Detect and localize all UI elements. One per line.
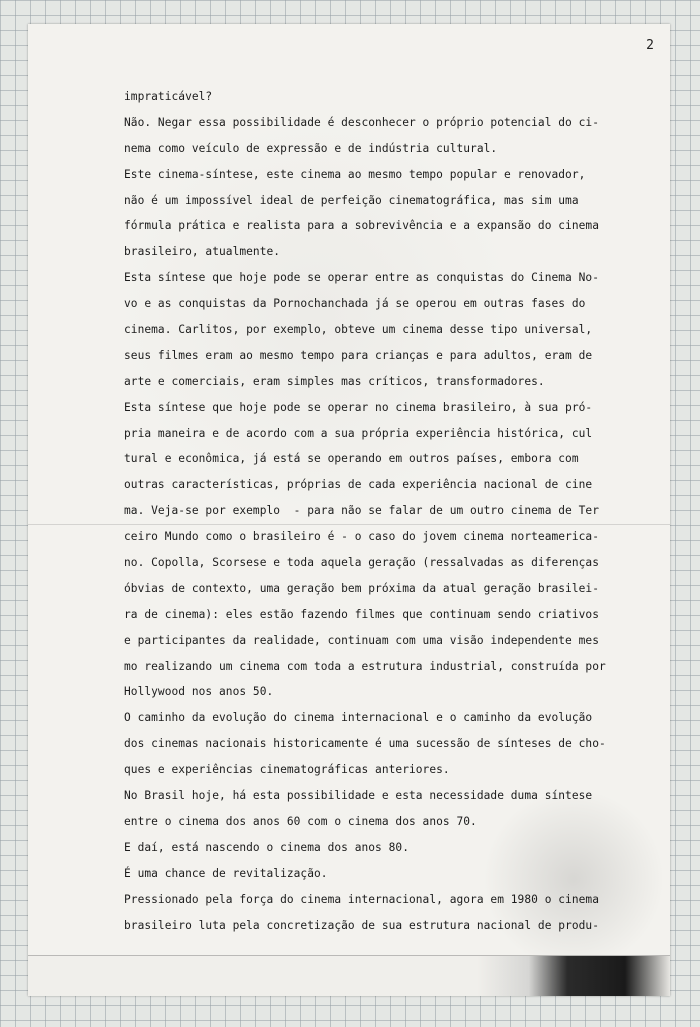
text-line: Não. Negar essa possibilidade é desconhecer o próprio potencial do ci-	[124, 115, 599, 129]
text-line: ma. Veja-se por exemplo - para não se falar de um outro cinema de Ter	[124, 504, 599, 518]
text-line: No Brasil hoje, há esta possibilidade e esta necessidade duma síntese	[124, 789, 593, 803]
text-line: Pressionado pela força do cinema internacional, agora em 1980 o cinema	[124, 892, 599, 906]
text-line: Esta síntese que hoje pode se operar no cinema brasileiro, à sua pró-	[124, 400, 593, 414]
text-line: e participantes da realidade, continuam com uma visão independente mes	[124, 633, 599, 647]
text-line: Hollywood nos anos 50.	[124, 685, 274, 699]
text-line: arte e comerciais, eram simples mas críticos, transformadores.	[124, 374, 545, 388]
text-line: vo e as conquistas da Pornochanchada já se operou em outras fases do	[124, 297, 586, 311]
page-number: 2	[646, 38, 654, 53]
text-line: É uma chance de revitalização.	[124, 866, 328, 880]
text-line: no. Copolla, Scorsese e toda aquela geração (ressalvadas as diferenças	[124, 556, 599, 570]
text-line: ceiro Mundo como o brasileiro é - o caso do jovem cinema norteamerica-	[124, 530, 599, 544]
text-line: óbvias de contexto, uma geração bem próxima da atual geração brasilei-	[124, 581, 599, 595]
text-line: impraticável?	[124, 90, 213, 103]
typewritten-page	[28, 24, 670, 996]
text-line: E daí, está nascendo o cinema dos anos 80.	[124, 840, 409, 854]
text-line: cinema. Carlitos, por exemplo, obteve um cinema desse tipo universal,	[124, 323, 593, 337]
text-line: brasileiro, atualmente.	[124, 245, 281, 259]
text-line: mo realizando um cinema com toda a estrutura industrial, construída por	[124, 659, 606, 673]
body-text	[124, 84, 664, 938]
text-line: ra de cinema): eles estão fazendo filmes que continuam sendo criativos	[124, 607, 599, 621]
text-line: tural e econômica, já está se operando em outros países, embora com	[124, 452, 579, 466]
text-line: fórmula prática e realista para a sobrevivência e a expansão do cinema	[124, 219, 599, 233]
text-line: não é um impossível ideal de perfeição cinematográfica, mas sim uma	[124, 193, 579, 207]
text-line: dos cinemas nacionais historicamente é uma sucessão de sínteses de cho-	[124, 737, 606, 751]
text-line: nema como veículo de expressão e de indústria cultural.	[124, 141, 498, 155]
text-line: ques e experiências cinematográficas anteriores.	[124, 763, 450, 777]
text-line: pria maneira e de acordo com a sua própria experiência histórica, cul	[124, 426, 593, 440]
text-line: outras características, próprias de cada experiência nacional de cine	[124, 478, 593, 492]
text-line: Este cinema-síntese, este cinema ao mesmo tempo popular e renovador,	[124, 167, 586, 181]
text-line: brasileiro luta pela concretização de sua estrutura nacional de produ-	[124, 918, 599, 932]
text-line: Esta síntese que hoje pode se operar entre as conquistas do Cinema No-	[124, 271, 599, 285]
text-line: O caminho da evolução do cinema internacional e o caminho da evolução	[124, 711, 593, 725]
bottom-strip	[28, 956, 670, 996]
text-line: entre o cinema dos anos 60 com o cinema dos anos 70.	[124, 814, 477, 828]
text-line: seus filmes eram ao mesmo tempo para crianças e para adultos, eram de	[124, 348, 593, 362]
